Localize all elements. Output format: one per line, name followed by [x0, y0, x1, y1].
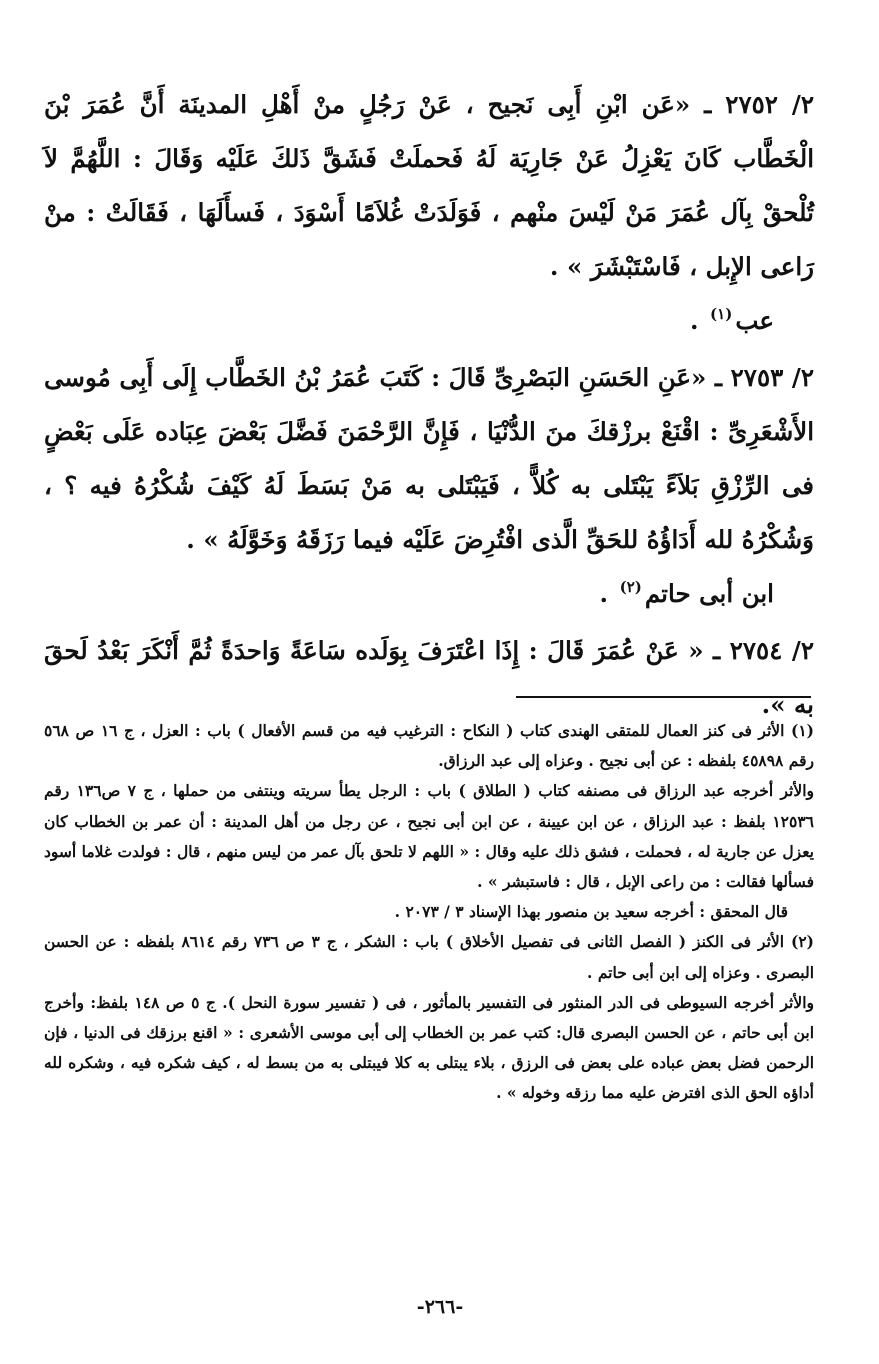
- footnote-2-extra: والأثر أخرجه السيوطى فى الدر المنثور فى التفسير بالمأثور ، فى ( تفسير سورة النحل ). ج ٥ ص ١٤٨ بلفظ: وأخرج ابن أبى حاتم ، عن الحسن البصرى قال: كتب عمر بن الخطاب إلى أبى موسى الأشعرى : « اقنع برزقك فى الدنيا ، فإن الرحمن فضل بعض عباده على بعض فى الرزق ، بلاء يبتلى به كلا فيبتلى به من بسط له ، كيف شكره فيه ، وشكره لله أداؤه الحق الذى افترض عليه مما رزقه وخوله » .: [44, 992, 814, 1103]
- source-label: ابن أبى حاتم: [644, 579, 774, 608]
- footnote-1-editor-note: قال المحقق : أخرجه سعيد بن منصور بهذا الإسناد ٣ / ٢٠٧٣ .: [394, 902, 788, 922]
- footnote-2: (٢) الأثر فى الكنز ( الفصل الثانى فى تفصيل الأخلاق ) باب : الشكر ، ج ٣ ص ٧٣٦ رقم ٨٦١٤ بلفظه : عن الحسن البصرى . وعزاه إلى ابن أبى حاتم .: [44, 932, 814, 982]
- hadith-2753: ٢/ ٢٧٥٣ ـ «عَنِ الحَسَنِ البَصْرِىِّ قَالَ : كَتَبَ عُمَرُ بْنُ الخَطَّاب إِلَى أَبِى مُوسى الأَشْعَرِىِّ : اقْنَعْ برزْقكَ منَ الدُّنْيَا ، فَإِنَّ الرَّحْمَنَ فَضَّلَ بَعْضَ عِبَاده عَلَى بَعْضٍ فى الرِّزْقِ بَلاَءً يَبْتَلى به كُلاًّ ، فَيَبْتَلى به مَنْ بَسَطَ لَهُ كَيْفَ شُكْرُهُ فيه ؟ ، وَشُكْرُهُ لله أَدَاؤُهُ للحَقِّ الَّذى افْتُرِضَ عَلَيْه فيما رَزَقَهُ وَخَوَّلَهُ » .: [44, 363, 814, 554]
- main-text: [44, 78, 814, 732]
- footnotes: [44, 716, 814, 1109]
- page-number: -٢٦٦-: [416, 1296, 464, 1318]
- hadith-2752: ٢/ ٢٧٥٢ ـ «عَن ابْنِ أَبِى نَجيح ، عَنْ رَجُلٍ منْ أَهْلِ المدينَة أَنَّ عُمَرَ بْنَ الْخَطَّاب كَانَ يَعْزِلُ عَنْ جَارِيَة لَهُ فَحملَتْ فَشَقَّ ذَلكَ عَلَيْه وَقَالَ : اللَّهُمَّ لاَ تُلْحقْ بِآل عُمَرَ مَنْ لَيْسَ منْهم ، فَوَلَدَتْ غُلاَمًا أَسْوَدَ ، فَسأَلَهَا ، فَقَالَتْ : منْ رَاعى الإِبل ، فَاسْتَبْشَرَ » .: [44, 90, 814, 281]
- source-end: .: [689, 306, 708, 335]
- footnote-1-extra: والأثر أخرجه عبد الرزاق فى مصنفه كتاب ( الطلاق ) باب : الرجل يطأ سريته وينتفى من حملها ، ج ٧ ص١٣٦ رقم ١٢٥٣٦ بلفظ : عبد الرزاق ، عن ابن عيينة ، عن ابن أبى نجيح ، عن رجل من أهل المدينة : أن عمر بن الخطاب كان يعزل عن جارية له ، فحملت ، فشق ذلك عليه وقال : « اللهم لا تلحق بآل عمر من ليس منهم ، قال : فولدت غلاما أسود فسألها فقالت : من راعى الإبل ، قال : فاستبشر » .: [44, 781, 814, 892]
- footnote-1: (١) الأثر فى كنز العمال للمتقى الهندى كتاب ( النكاح : الترغيب فيه من قسم الأفعال ) باب : العزل ، ج ١٦ ص ٥٦٨ رقم ٤٥٨٩٨ بلفظه : عن أبى نجيح . وعزاه إلى عبد الرزاق.: [44, 721, 814, 771]
- source-end: .: [599, 579, 617, 608]
- footnote-marker-1[interactable]: (١): [710, 305, 733, 323]
- footnote-divider: [516, 696, 811, 698]
- source-2752: [44, 294, 814, 351]
- hadith-2754: ٢/ ٢٧٥٤ ـ « عَنْ عُمَرَ قَالَ : إِذَا اعْتَرَفَ بِوَلَده سَاعَةً وَاحدَةً ثُمَّ أَنْكَرَ بَعْدُ لَحقَ به ».: [44, 636, 814, 719]
- footnote-marker-2[interactable]: (٢): [619, 578, 642, 596]
- source-2753: [44, 567, 814, 624]
- source-label: عب: [735, 306, 774, 335]
